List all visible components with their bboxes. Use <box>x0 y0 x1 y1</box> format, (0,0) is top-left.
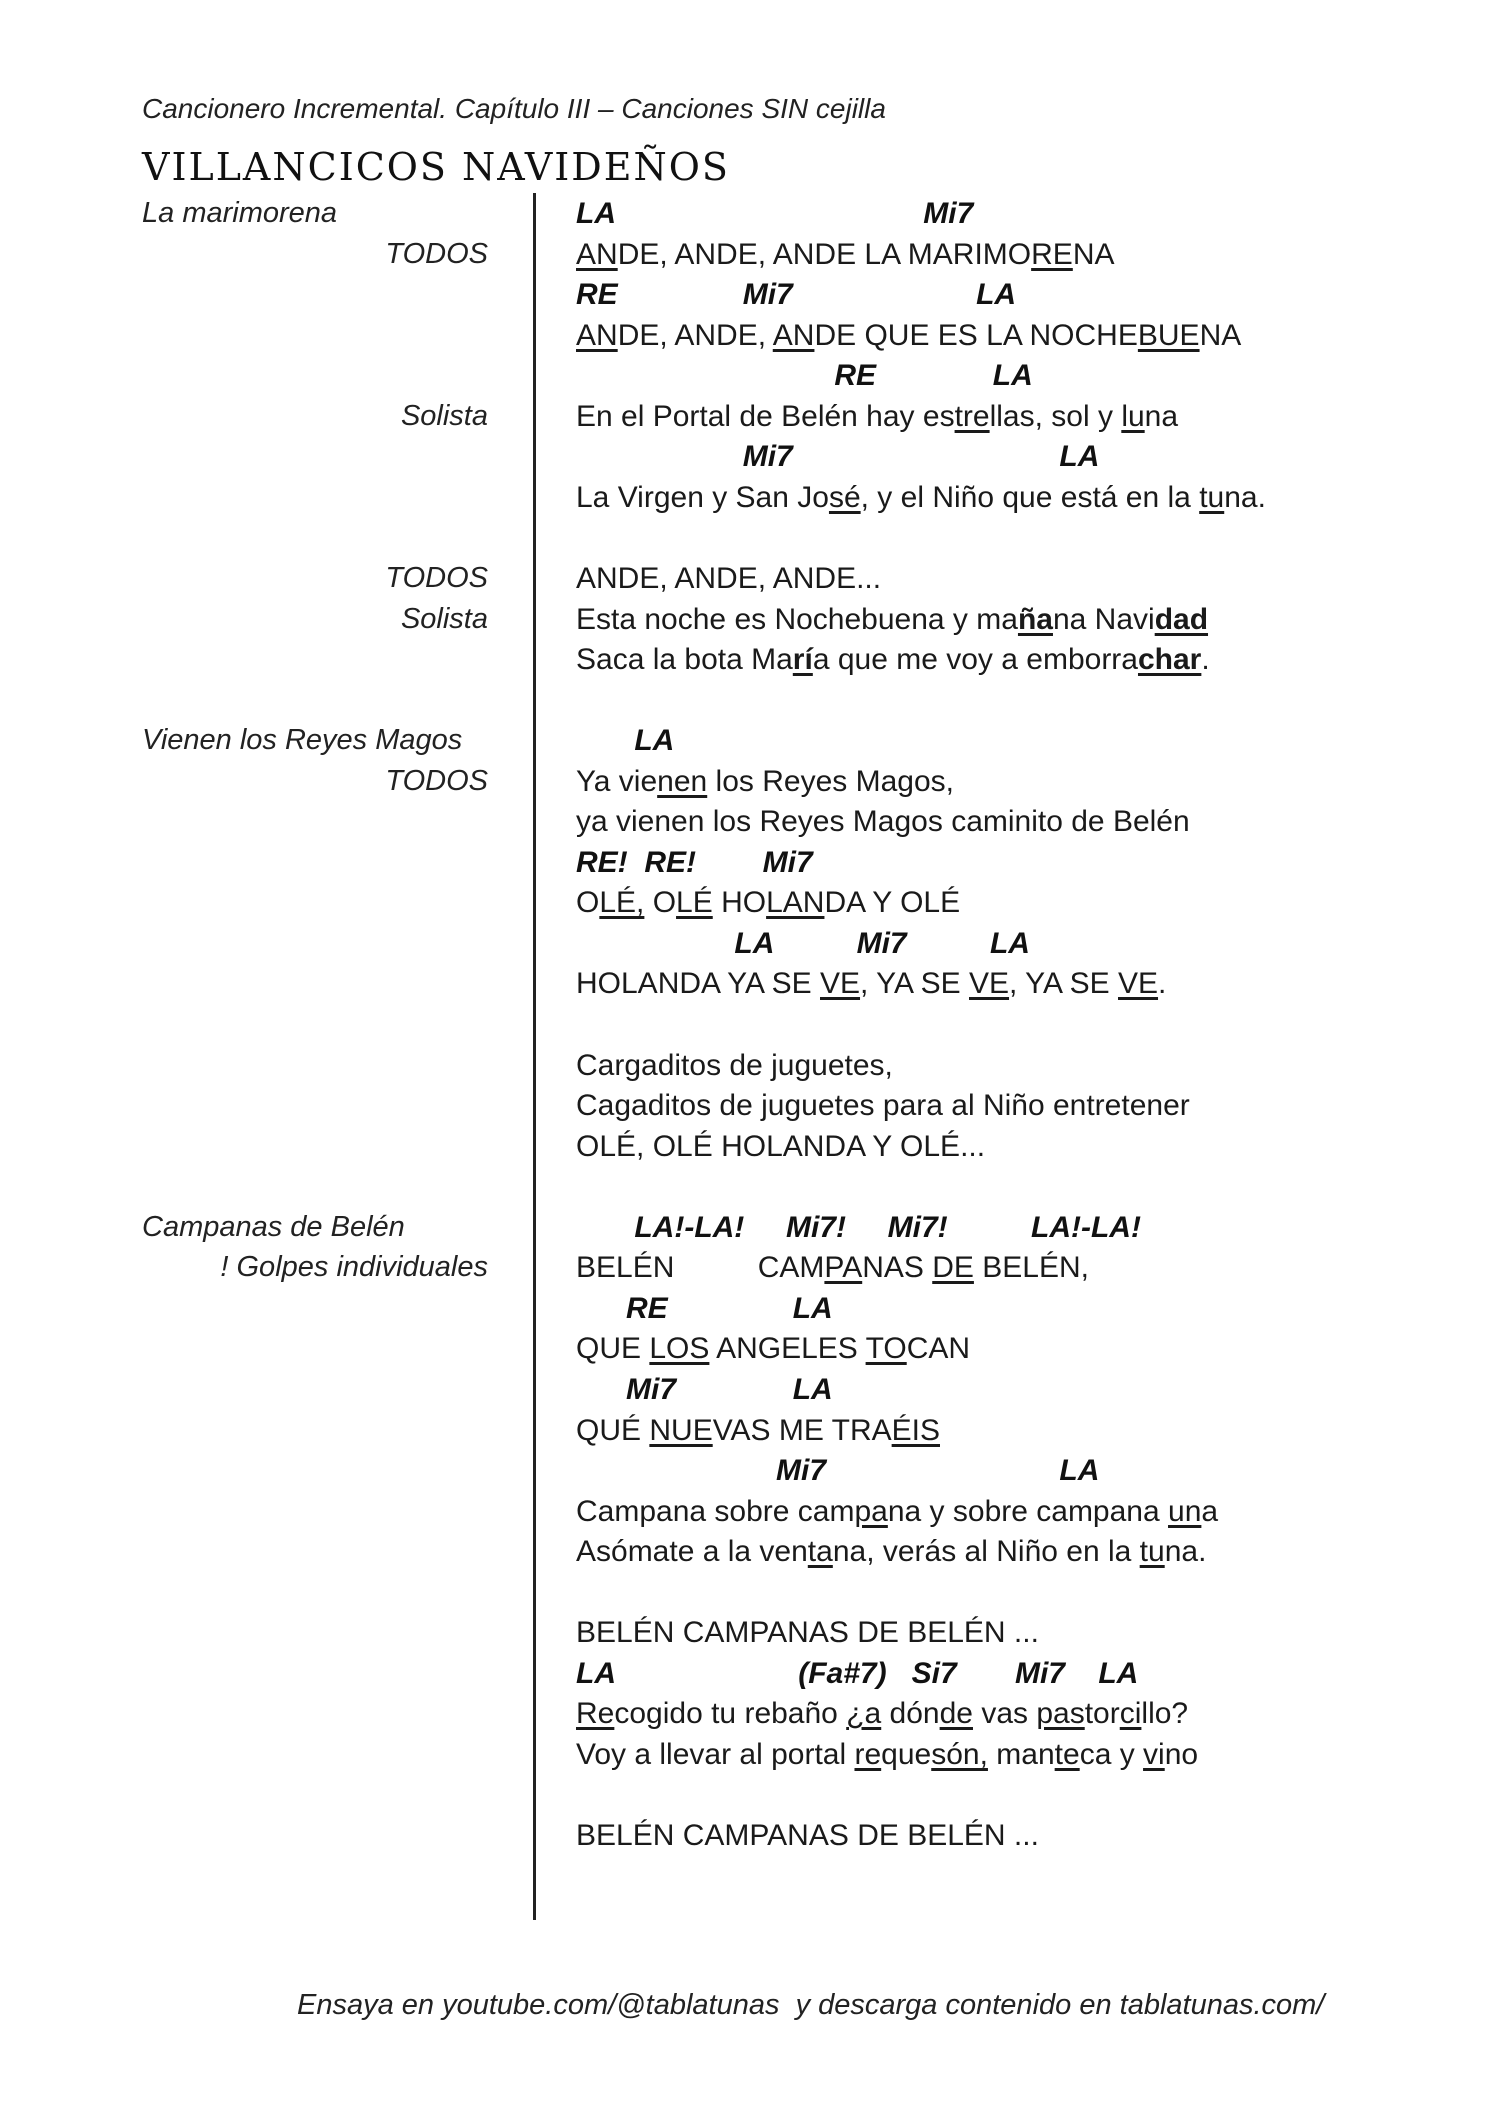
lyric-segment: ANGELES <box>709 1332 866 1366</box>
lyric-line <box>576 1328 970 1369</box>
lyric-segment: DE, ANDE, <box>617 318 773 352</box>
lyric-segment: són, <box>931 1737 988 1771</box>
lyric-segment: O <box>576 886 600 920</box>
lyric-line <box>576 761 954 802</box>
lyric-segment: dad <box>1154 602 1209 636</box>
chord-text: RE! RE! Mi7 <box>576 845 813 879</box>
lyric-segment: NA <box>1072 237 1115 271</box>
lyric-segment: ÉIS <box>891 1413 940 1447</box>
lyric-line <box>576 1045 893 1086</box>
lyric-segment: VAS ME TRA <box>712 1413 892 1447</box>
lyric-segment: Cargaditos de juguetes, <box>576 1048 893 1082</box>
lyric-segment: ña <box>1017 602 1053 636</box>
lyric-segment: QUÉ <box>576 1413 650 1447</box>
lyric-segment: HO <box>712 886 767 920</box>
chord-line <box>576 355 1033 396</box>
lyric-segment: RE <box>1031 237 1073 271</box>
lyric-segment: na Navi <box>1052 602 1155 636</box>
chord-text: Mi7 LA <box>576 1454 1100 1488</box>
lyric-segment: ya vienen los Reyes Magos caminito de Belén <box>576 805 1190 839</box>
lyric-segment: ca y <box>1079 1737 1144 1771</box>
chord-line <box>576 193 973 234</box>
lyric-segment: re <box>854 1737 882 1771</box>
chord-text: LA!-LA! Mi7! Mi7! LA!-LA! <box>576 1210 1141 1244</box>
lyric-segment: de <box>939 1697 973 1731</box>
lyric-segment: , y el Niño que está en la <box>860 480 1200 514</box>
lyric-segment: vas <box>972 1697 1037 1731</box>
chord-text: Mi7 LA <box>576 1372 833 1406</box>
lyric-segment: , YA SE <box>860 967 969 1001</box>
lyric-segment: tre <box>954 399 990 433</box>
lyric-segment: BUE <box>1137 318 1200 352</box>
chord-line <box>576 1288 833 1329</box>
lyric-segment: LÉ <box>676 886 713 920</box>
chord-text: LA (Fa#7) Si7 Mi7 LA <box>576 1656 1139 1690</box>
lyric-segment: un <box>1168 1494 1202 1528</box>
lyric-segment: tu <box>1199 480 1225 514</box>
lyric-segment: NUE <box>649 1413 713 1447</box>
lyric-segment: no <box>1164 1737 1199 1771</box>
lyric-segment: na <box>1144 399 1179 433</box>
lyric-segment: nen <box>657 764 708 798</box>
lyric-segment: OLÉ, OLÉ HOLANDA Y OLÉ... <box>576 1129 986 1163</box>
page-subtitle: Cancionero Incremental. Capítulo III – Canciones SIN cejilla <box>142 93 886 124</box>
lyric-segment: CAN <box>906 1332 971 1366</box>
lyric-segment: Voy a llevar al portal <box>576 1737 855 1771</box>
lyric-line <box>576 639 1210 680</box>
lyric-segment: DE, ANDE, ANDE LA MARIMO <box>617 237 1032 271</box>
chord-line <box>576 1653 1138 1694</box>
lyric-segment: dón <box>881 1697 940 1731</box>
lyric-segment: BELÉN, <box>973 1251 1089 1285</box>
performer-label: Solista <box>400 602 488 635</box>
lyric-segment: ta <box>807 1535 833 1569</box>
performer-label: TODOS <box>385 561 488 594</box>
lyric-segment: a <box>1201 1494 1219 1528</box>
lyric-segment: QUE <box>576 1332 650 1366</box>
chord-line <box>576 274 1016 315</box>
lyric-line <box>576 396 1178 437</box>
lyric-segment: cogido tu rebaño <box>614 1697 847 1731</box>
lyric-segment: BELÉN CAM <box>576 1251 825 1285</box>
chord-line <box>576 842 813 883</box>
song-title: La marimorena <box>142 197 338 229</box>
lyric-line <box>576 1734 1198 1775</box>
lyric-line <box>576 599 1208 640</box>
lyric-segment: vi <box>1143 1737 1165 1771</box>
lyric-line <box>576 963 1166 1004</box>
footer-note: Ensaya en youtube.com/@tablatunas y descarga contenido en tablatunas.com/ <box>297 1989 1325 2021</box>
lyric-segment: VE <box>969 967 1010 1001</box>
lyric-segment: Saca la bota Ma <box>576 643 793 677</box>
lyric-segment: rí <box>792 643 813 677</box>
lyric-segment: char <box>1137 643 1202 677</box>
lyric-segment: BELÉN CAMPANAS DE BELÉN ... <box>576 1616 1039 1650</box>
lyric-segment: na. <box>1164 1535 1207 1569</box>
lyric-segment: tu <box>1139 1535 1165 1569</box>
song-title: Vienen los Reyes Magos <box>142 724 463 757</box>
lyric-segment: pa <box>854 1494 888 1528</box>
column-divider <box>533 193 536 1920</box>
performer-label: ! Golpes individuales <box>220 1251 488 1284</box>
chord-line <box>576 1450 1099 1491</box>
page-title: VILLANCICOS NAVIDEÑOS <box>142 145 730 189</box>
chord-text: LA Mi7 <box>576 197 974 230</box>
lyric-segment: tor <box>1084 1697 1120 1731</box>
lyric-segment: DE QUE ES LA NOCHE <box>814 318 1138 352</box>
lyric-segment: na. <box>1224 480 1266 514</box>
lyric-segment: En el Portal de Belén hay es <box>576 399 955 433</box>
lyric-line <box>576 1693 1188 1734</box>
lyric-segment: ¿a <box>846 1697 882 1731</box>
lyric-line <box>576 1531 1206 1572</box>
lyric-segment: ANDE, ANDE, ANDE... <box>576 561 882 595</box>
chord-line <box>576 1207 1141 1248</box>
lyric-segment: Re <box>576 1697 615 1731</box>
lyric-segment: Esta noche es Nochebuena y ma <box>576 602 1018 636</box>
lyric-segment: AN <box>772 318 815 352</box>
chord-text: RE LA <box>576 359 1033 393</box>
chord-text: LA Mi7 LA <box>576 926 1030 960</box>
lyric-segment: lu <box>1121 399 1145 433</box>
performer-label: TODOS <box>385 237 488 270</box>
lyric-line <box>576 1612 1039 1653</box>
chord-text: RE LA <box>576 1291 833 1325</box>
performer-label: TODOS <box>385 764 488 797</box>
lyric-segment: VE <box>1118 967 1159 1001</box>
lyric-segment: La Virgen y San Jo <box>576 480 829 514</box>
lyric-segment: AN <box>576 318 618 352</box>
lyric-segment: , YA SE <box>1009 967 1118 1001</box>
chord-text: Mi7 LA <box>576 440 1100 474</box>
lyric-segment: na y sobre campana <box>887 1494 1169 1528</box>
lyric-segment: LÉ, <box>599 886 645 920</box>
lyric-segment: a que me voy a emborra <box>812 643 1138 677</box>
lyric-segment: pas <box>1036 1697 1085 1731</box>
lyric-line <box>576 558 881 599</box>
lyric-segment: man <box>987 1737 1055 1771</box>
chord-line <box>576 436 1099 477</box>
lyric-segment: sé <box>828 480 861 514</box>
lyric-segment: NA <box>1199 318 1242 352</box>
lyric-segment: llas, sol y <box>989 399 1122 433</box>
lyric-segment: na, verás al Niño en la <box>832 1535 1140 1569</box>
lyric-line <box>576 315 1241 356</box>
lyric-segment: HOLANDA YA SE <box>576 967 820 1001</box>
lyric-line <box>576 1410 940 1451</box>
chord-line <box>576 1369 833 1410</box>
lyric-segment: TO <box>865 1332 907 1366</box>
lyric-segment: DA Y OLÉ <box>824 886 961 920</box>
lyric-line <box>576 1491 1218 1532</box>
lyric-segment: te <box>1054 1737 1080 1771</box>
lyric-segment: Cagaditos de juguetes para al Niño entretener <box>576 1089 1190 1123</box>
chord-text: LA <box>576 724 675 758</box>
lyric-segment: que <box>881 1737 932 1771</box>
lyric-line <box>576 882 960 923</box>
lyric-line <box>576 1126 985 1167</box>
chord-line <box>576 923 1030 964</box>
lyric-segment: Campana sobre cam <box>576 1494 855 1528</box>
lyric-segment: VE <box>820 967 861 1001</box>
lyric-segment: BELÉN CAMPANAS DE BELÉN ... <box>576 1819 1039 1852</box>
lyric-segment: ci <box>1119 1697 1142 1731</box>
chord-text: RE Mi7 LA <box>576 278 1017 312</box>
lyric-line <box>576 1815 1039 1856</box>
lyric-segment: LAN <box>766 886 825 920</box>
lyric-segment: O <box>644 886 677 920</box>
song-title: Campanas de Belén <box>142 1210 405 1243</box>
lyric-line <box>576 234 1115 275</box>
lyric-segment: . <box>1158 967 1167 1001</box>
lyric-segment: . <box>1201 643 1210 677</box>
lyric-segment: Asómate a la ven <box>576 1535 808 1569</box>
lyric-line <box>576 801 1190 842</box>
lyric-segment: AN <box>576 237 618 271</box>
lyric-segment: PA <box>824 1251 863 1285</box>
chord-line <box>576 720 674 761</box>
lyric-segment: Ya vie <box>576 764 658 798</box>
lyric-segment: los Reyes Magos, <box>707 764 954 798</box>
lyric-line <box>576 1247 1089 1288</box>
lyric-segment: llo? <box>1141 1697 1189 1731</box>
lyric-segment: DE <box>932 1251 974 1285</box>
lyric-line <box>576 1085 1190 1126</box>
lyric-line <box>576 477 1266 518</box>
lyric-segment: NAS <box>862 1251 933 1285</box>
performer-label: Solista <box>400 399 488 432</box>
lyric-segment: LOS <box>649 1332 710 1366</box>
